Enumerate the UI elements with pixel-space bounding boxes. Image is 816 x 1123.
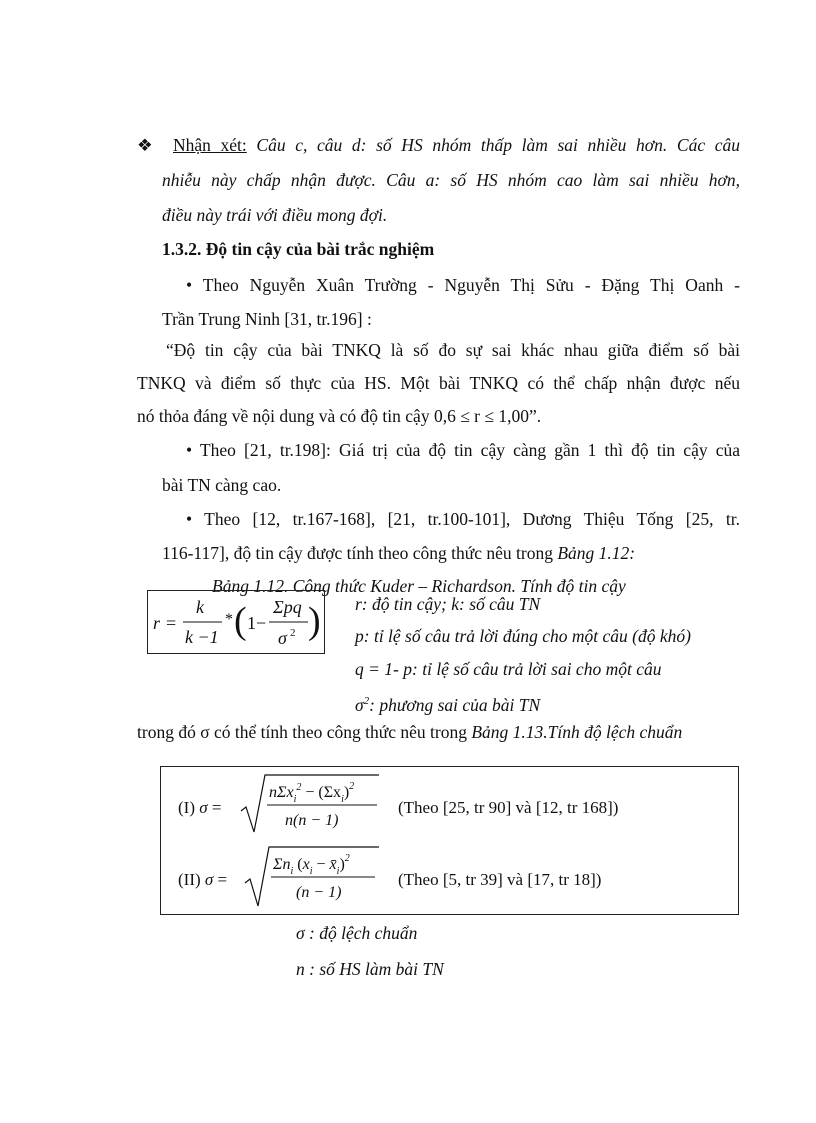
legend-sigma-symbol: σ [355, 694, 364, 715]
legend-r: r: độ tin cậy; k: số câu TN [355, 594, 541, 614]
legend-sigma [355, 691, 540, 715]
legend-p: p: tỉ lệ số câu trả lời đúng cho một câu (độ khó) [355, 626, 691, 646]
sd-f2-numerator: $\Sigma n_i$ ($x_i$ − $x̄_i)^2$ [273, 853, 350, 877]
para3-text: 116-117], độ tin cậy được tính theo công thức nêu trong [162, 543, 558, 563]
sd-f1-denominator: n(n − 1) [285, 812, 339, 829]
legend-sigma-sup: 2 [363, 695, 370, 707]
para1-line-1: • Theo Nguyễn Xuân Trường - Nguyễn Thị Sửu - Đặng Thị Oanh - [186, 275, 740, 295]
para2-line-2: bài TN càng cao. [162, 475, 282, 495]
kr-sigma-exp: 2 [290, 627, 296, 639]
quote-line-3: nó thỏa đáng về nội dung và có độ tin cậy 0,6 ≤ r ≤ 1,00”. [137, 406, 542, 426]
kr-star: * [225, 611, 233, 628]
sd-f1-source: (Theo [25, tr 90] và [12, tr 168]) [398, 798, 619, 817]
quote-line-2: TNKQ và điểm số thực của HS. Một bài TNKQ có thể chấp nhận được nếu [137, 373, 740, 393]
para3-line-1: • Theo [12, tr.167-168], [21, tr.100-101], Dương Thiệu Tống [25, tr. [186, 509, 740, 529]
kr-sigma: σ [278, 628, 287, 648]
sd-legend-n: n : số HS làm bài TN [296, 959, 444, 979]
section-heading: 1.3.2. Độ tin cậy của bài trắc nghiệm [162, 239, 435, 259]
remark-line-3: điều này trái với điều mong đợi. [162, 205, 388, 225]
kr-k: k [196, 597, 204, 617]
sigma-intro-ref: Bảng 1.13.Tính độ lệch chuẩn [471, 722, 683, 742]
para3-line-2 [162, 543, 635, 563]
sd-formula-box [160, 766, 739, 915]
kr-one-minus: 1− [247, 613, 267, 633]
kr-formula [148, 591, 324, 653]
remark-bullet-icon: ❖ [137, 135, 153, 155]
para1-line-2: Trần Trung Ninh [31, tr.196] : [162, 309, 372, 329]
sd-f2-source: (Theo [5, tr 39] và [17, tr 18]) [398, 870, 602, 889]
quote-line-1: “Độ tin cậy của bài TNKQ là số đo sự sai khác nhau giữa điểm số bài [166, 340, 740, 360]
sigma-intro-text: trong đó σ có thể tính theo công thức nêu trong [137, 722, 472, 742]
sd-f1-label: (I) σ = [178, 798, 222, 817]
kr-sum-pq: Σpq [273, 597, 302, 617]
kr-r: r [153, 613, 161, 633]
remark-line-1 [173, 135, 740, 155]
remark-label: Nhận xét: [173, 135, 247, 155]
sd-formulas [161, 767, 738, 914]
para3-table-ref: Bảng 1.12: [557, 543, 636, 563]
sd-legend-sigma: σ : độ lệch chuẩn [296, 923, 418, 943]
remark-line-2: nhiễu này chấp nhận được. Câu a: số HS nhóm cao làm sai nhiều hơn, [162, 170, 740, 190]
kr-left-paren: ( [234, 600, 247, 642]
kr-right-paren: ) [308, 600, 321, 642]
kr-formula-box [147, 590, 325, 654]
kr-k-minus-1: k −1 [185, 627, 219, 647]
sd-f2-label: (II) σ = [178, 870, 228, 889]
legend-q: q = 1- p: tỉ lệ số câu trả lời sai cho một câu [355, 659, 662, 679]
table-caption: Bảng 1.12. Công thức Kuder – Richardson. Tính độ tin cậy [212, 576, 626, 596]
kr-eq: = [166, 613, 177, 633]
remark-text-1: Câu c, câu d: số HS nhóm thấp làm sai nhiều hơn. Các câu [256, 135, 740, 155]
sigma-intro [137, 722, 682, 742]
sd-f2-denominator: (n − 1) [296, 884, 342, 901]
sd-f1-numerator: $n\Sigma x_i^2 - (\Sigma x_i)^2$ [269, 781, 355, 805]
legend-sigma-text: : phương sai của bài TN [369, 694, 541, 715]
para2-line-1: • Theo [21, tr.198]: Giá trị của độ tin cậy càng gần 1 thì độ tin cậy của [186, 440, 740, 460]
